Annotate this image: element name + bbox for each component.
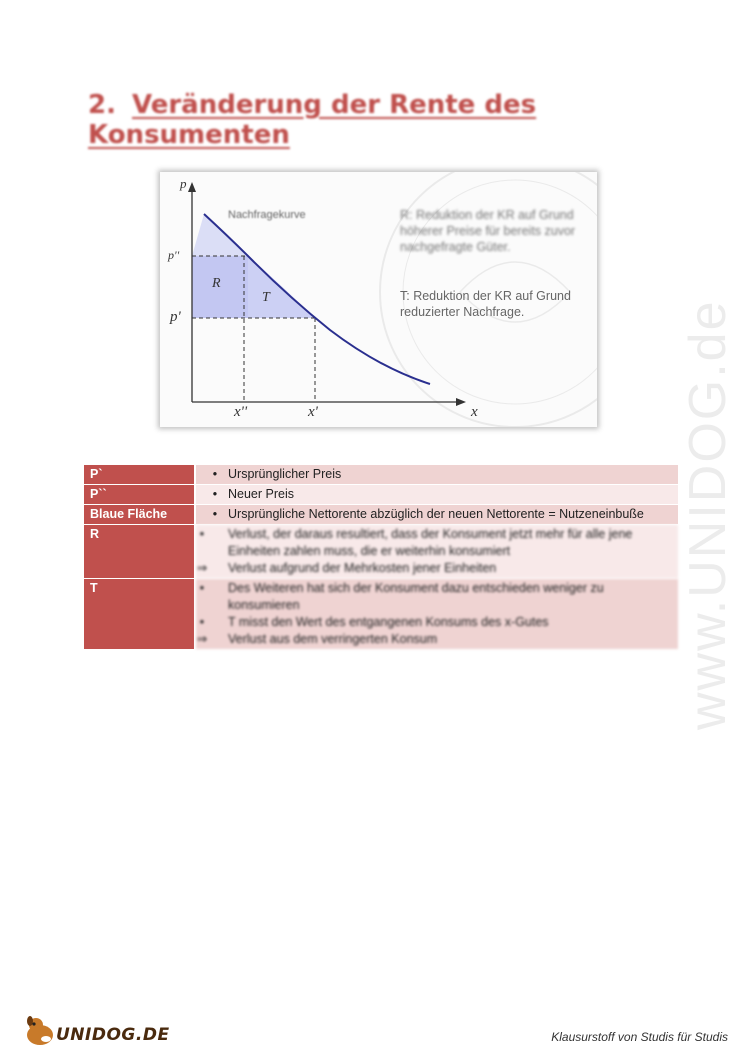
row-list — [196, 580, 672, 648]
row-value — [196, 525, 678, 579]
table-row — [84, 505, 678, 525]
table-row — [84, 485, 678, 505]
watermark: www.UNIDOG.de — [679, 299, 737, 730]
row-value — [196, 505, 678, 525]
bullet-icon: • — [199, 615, 205, 629]
section-title: Veränderung der Rente des Konsumenten — [88, 90, 537, 150]
row-item: Verlust aufgrund der Mehrkosten jener Einheiten — [228, 561, 497, 575]
list-item — [199, 580, 672, 614]
consumer-surplus-figure — [160, 172, 597, 427]
row-item: T misst den Wert des entgangenen Konsums des x-Gutes — [228, 615, 549, 629]
note-r: R: Reduktion der KR auf Grund höherer Preise für bereits zuvor nachgefragte Güter. — [400, 208, 576, 254]
x-axis-arrow — [456, 398, 466, 406]
p-axis-label: p — [180, 176, 187, 191]
row-key: T — [84, 579, 196, 650]
section-number: 2. — [88, 90, 116, 120]
demand-curve-label: Nachfragekurve — [228, 209, 306, 221]
p-single-label: p' — [170, 309, 181, 325]
area-r-label: R — [212, 276, 221, 291]
row-item: Des Weiteren hat sich der Konsument dazu entschieden weniger zu konsumieren — [228, 581, 604, 612]
bullet-icon: • — [199, 581, 205, 595]
row-key: P`` — [84, 485, 196, 505]
bullet-icon: • — [199, 527, 205, 541]
footer-tagline: Klausurstoff von Studis für Studis — [551, 1030, 728, 1044]
row-value — [196, 579, 678, 650]
row-item: Ursprünglicher Preis — [228, 467, 342, 481]
p-double-label: p'' — [168, 248, 180, 262]
arrow-icon: ⇒ — [196, 632, 208, 646]
list-item — [196, 560, 672, 577]
table-row — [84, 525, 678, 579]
list-item — [199, 526, 672, 560]
area-t-label: T — [262, 290, 270, 305]
dog-icon — [22, 1015, 58, 1047]
row-key: Blaue Fläche — [84, 505, 196, 525]
list-item — [199, 614, 672, 631]
x-single-label: x' — [308, 404, 318, 420]
arrow-icon: ⇒ — [196, 561, 208, 575]
list-item — [196, 631, 672, 648]
row-item: Ursprüngliche Nettorente abzüglich der neuen Nettorente = Nutzeneinbuße — [228, 507, 644, 521]
row-value — [196, 485, 678, 505]
row-value — [196, 465, 678, 485]
section-heading — [88, 90, 708, 150]
logo-text: UNIDOG.DE — [56, 1025, 170, 1045]
note-t: T: Reduktion der KR auf Grund reduzierter Nachfrage. — [400, 289, 571, 319]
x-double-label: x'' — [234, 404, 248, 420]
row-item: Verlust aus dem verringerten Konsum — [228, 632, 438, 646]
definitions-table — [84, 465, 678, 650]
x-axis-label: x — [471, 404, 478, 420]
row-key: R — [84, 525, 196, 579]
y-axis-arrow — [188, 182, 196, 192]
bullet-icon: • — [212, 507, 218, 521]
table-row — [84, 579, 678, 650]
bullet-icon: • — [212, 467, 218, 481]
row-item: Neuer Preis — [228, 487, 294, 501]
row-key: P` — [84, 465, 196, 485]
row-list — [196, 526, 672, 577]
table-row — [84, 465, 678, 485]
row-item: Verlust, der daraus resultiert, dass der Konsument jetzt mehr für alle jene Einheiten zahlen muss, die er weiterhin konsumiert — [228, 527, 633, 558]
unidog-logo[interactable] — [22, 1015, 170, 1047]
bullet-icon: • — [212, 487, 218, 501]
